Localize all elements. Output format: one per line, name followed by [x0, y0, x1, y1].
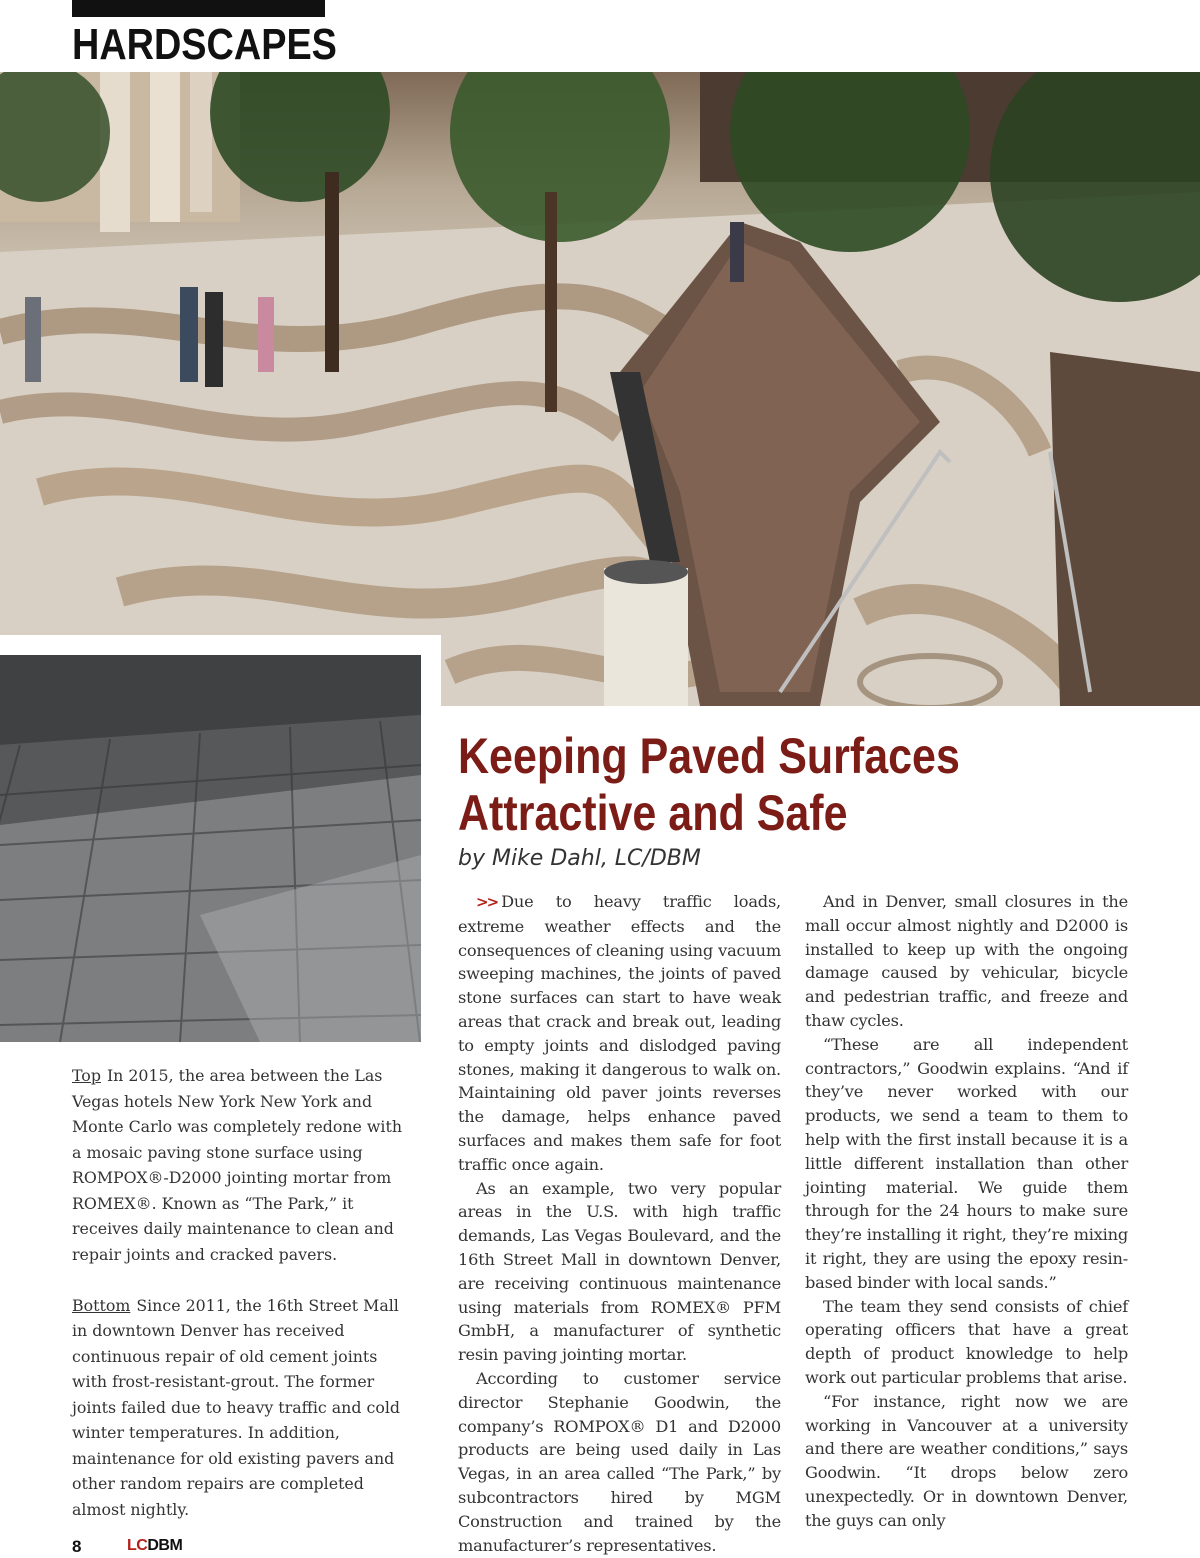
section-bar — [72, 0, 325, 17]
photo-captions — [72, 1063, 407, 1548]
article-title — [458, 728, 1077, 842]
caption-top-label: Top — [72, 1066, 101, 1085]
magazine-logo — [127, 1537, 182, 1555]
paragraph-text: Due to heavy traffic loads, extreme weather effects and the consequences of cleaning using vacuum sweeping machines, the joints of paved stone surfaces can start to have weak areas that crack and break out, leading to empty joints and dislodged paving stones, making it dangerous to walk on. Maintaining old paver joints reverses the damage, helps enhance paved surfaces and makes them safe for foot traffic once again. — [458, 892, 781, 1174]
article-title-line2: Attractive and Safe — [458, 785, 848, 841]
lead-marker-icon: >> — [476, 893, 498, 911]
top-photo — [0, 72, 1200, 706]
caption-top-text: In 2015, the area between the Las Vegas hotels New York New York and Monte Carlo was completely redone with a mosaic paving stone surface using ROMPOX®-D2000 jointing mortar from ROMEX®. Known as “The Park,” it receives daily maintenance to clean and repair joints and cracked pavers. — [72, 1066, 402, 1264]
paragraph: “For instance, right now we are working in Vancouver at a university and there are weather conditions,” says Goodwin. “It drops below zero unexpectedly. Or in downtown Denver, the guys can only — [805, 1391, 1128, 1530]
paragraph: “These are all independent contractors,” Goodwin explains. “And if they’ve never worked with our products, we send a team to them to help with the first install because it is a little different installation than other jointing material. We guide them through for the 24 hours to make sure they’re installing it right, they’re mixing it right, they are using the epoxy resin-based binder with local sands.” — [805, 1034, 1128, 1292]
byline: by Mike Dahl, LC/DBM — [458, 846, 701, 871]
page-number: 8 — [72, 1537, 82, 1556]
caption-bottom — [72, 1293, 407, 1523]
body-column-1 — [458, 890, 781, 1557]
section-label: HARDSCAPES — [72, 20, 337, 69]
body-column-2 — [805, 890, 1128, 1533]
paragraph: And in Denver, small closures in the mall occur almost nightly and D2000 is installed to keep up with the ongoing damage caused by vehicular, bicycle and pedestrian traffic, and freeze and thaw cycles. — [805, 892, 1128, 1030]
bottom-photo — [0, 655, 421, 1042]
paver-photo-illustration — [0, 655, 421, 1042]
paragraph: According to customer service director Stephanie Goodwin, the company’s ROMPOX® D1 and D2000 products are being used daily in Las Vegas, in an area called “The Park,” by subcontractors hired by MGM Construction and trained by the manufacturer’s representatives. — [458, 1368, 781, 1555]
paragraph: As an example, two very popular areas in the U.S. with high traffic demands, Las Vegas Boulevard, and the 16th Street Mall in downtown Denver, are receiving continuous maintenance using materials from ROMEX® PFM GmbH, a manufacturer of synthetic resin paving jointing mortar. — [458, 1178, 781, 1365]
caption-bottom-label: Bottom — [72, 1295, 131, 1315]
caption-top — [72, 1063, 407, 1267]
article-title-line1: Keeping Paved Surfaces — [458, 728, 960, 784]
magazine-logo-dbm: DBM — [147, 1537, 183, 1554]
photo-inset-border-side — [421, 635, 441, 715]
park-photo-illustration — [0, 72, 1200, 706]
paragraph — [458, 890, 781, 1177]
photo-inset-border — [0, 635, 441, 655]
paragraph: The team they send consists of chief operating officers that have a great depth of product knowledge to help work out particular problems that arise. — [805, 1296, 1128, 1387]
magazine-logo-lc: LC — [127, 1537, 148, 1554]
caption-bottom-text: Since 2011, the 16th Street Mall in downtown Denver has received continuous repair of old cement joints with frost-resistant-grout. The former joints failed due to heavy traffic and cold winter temperatures. In addition, maintenance for old existing pavers and other random repairs are completed almost nightly. — [72, 1295, 401, 1519]
